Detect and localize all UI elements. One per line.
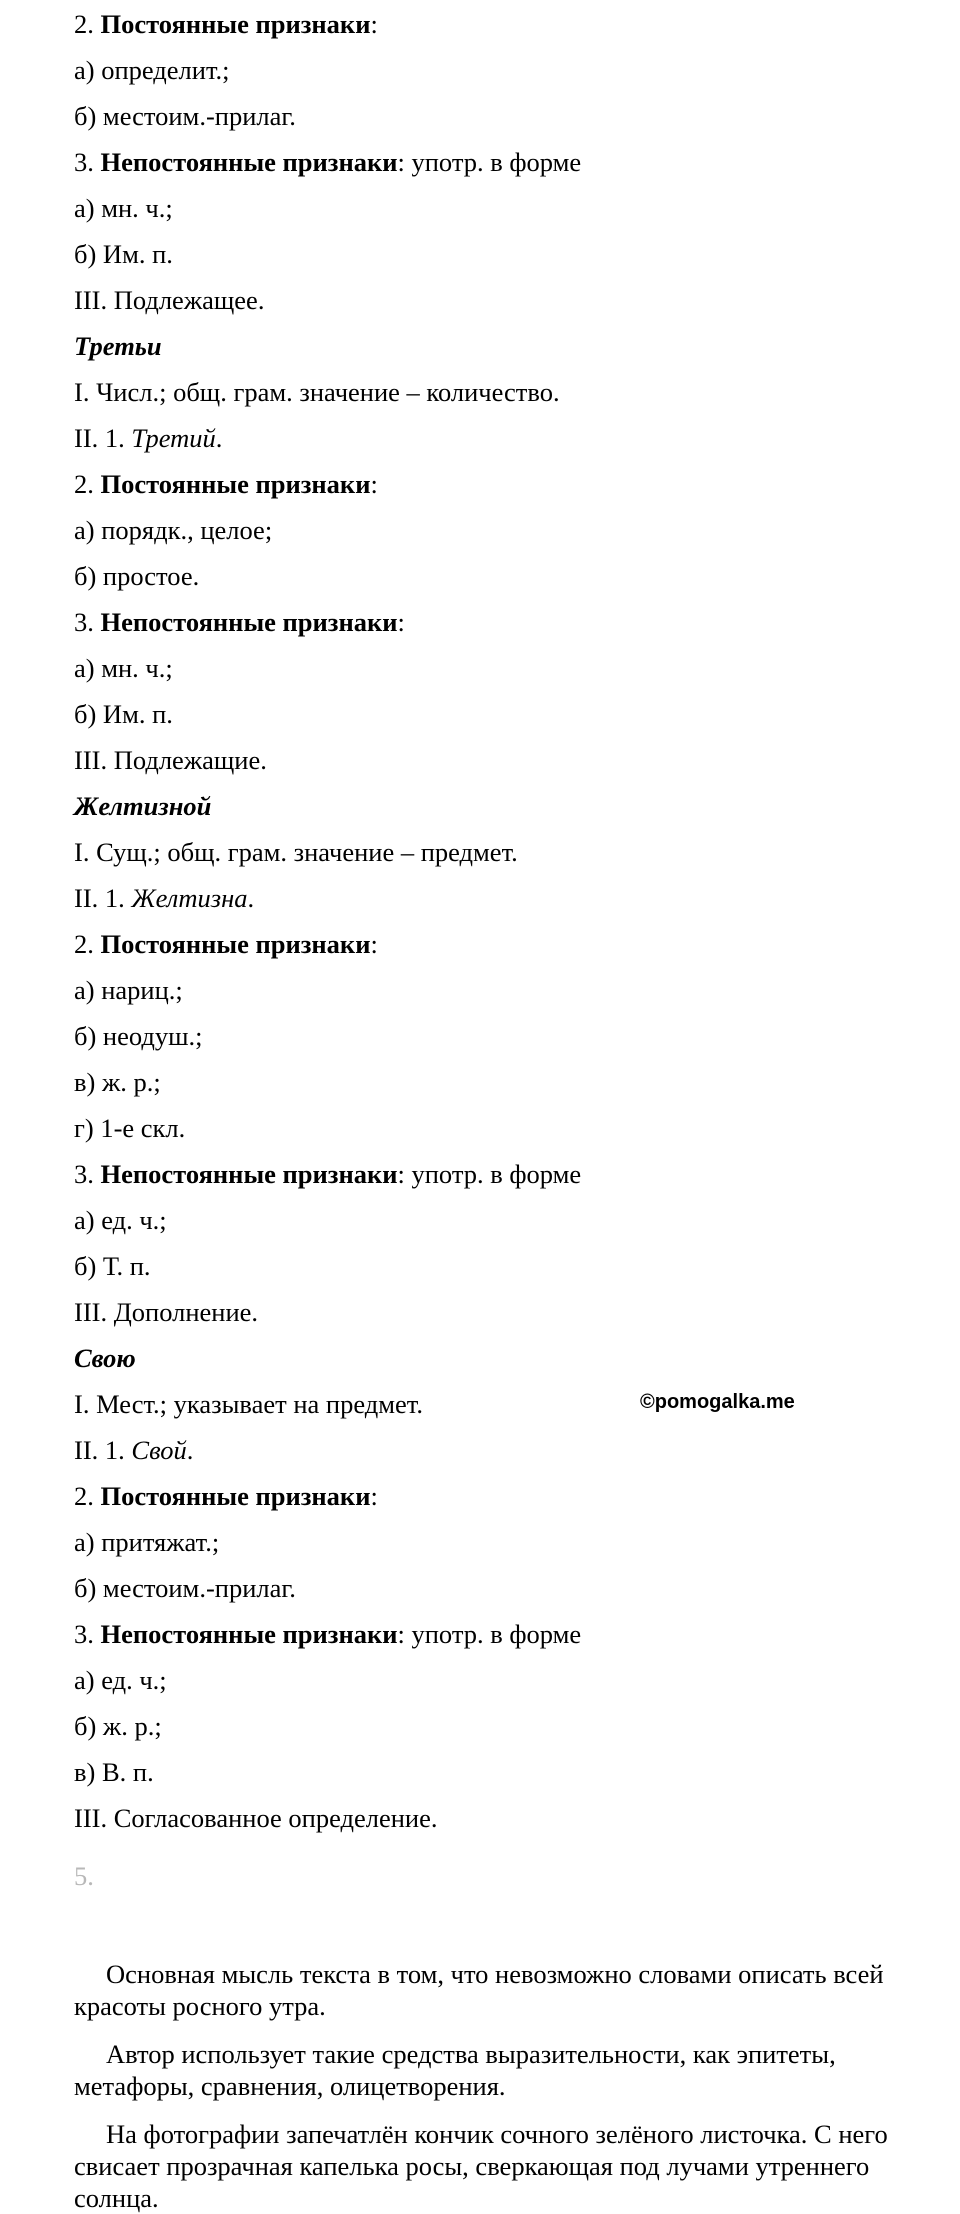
line-suffix: . [186, 1435, 194, 1465]
analysis-line: а) определит.; [74, 55, 230, 85]
line-suffix: : [370, 469, 378, 499]
analysis-line: I. Числ.; общ. грам. значение – количество. [74, 377, 560, 407]
initial-form: Свой [131, 1435, 187, 1465]
line-suffix: : [370, 1481, 378, 1511]
analysis-line: б) Т. п. [74, 1251, 151, 1281]
feature-label: Постоянные признаки [100, 469, 371, 499]
analysis-line: III. Подлежащие. [74, 745, 267, 775]
line-suffix: : употр. в форме [397, 147, 582, 177]
analysis-line [74, 8, 378, 40]
analysis-line: а) ед. ч.; [74, 1205, 167, 1235]
analysis-line: в) В. п. [74, 1757, 154, 1787]
line-suffix: : [397, 607, 405, 637]
analysis-line [74, 1480, 378, 1512]
analysis-line [74, 1618, 581, 1650]
watermark: ©pomogalka.me [640, 1391, 795, 1413]
feature-label: Постоянные признаки [100, 9, 371, 39]
analysis-line [74, 882, 254, 914]
analysis-line: а) ед. ч.; [74, 1665, 167, 1695]
paragraph-photo-description: На фотографии запечатлён кончик сочного зелёного листочка. С него свисает прозрачная капелька росы, сверкающая под лучами утреннего солнца. [74, 2119, 888, 2213]
analysis-line [74, 146, 581, 178]
initial-form: Желтизна [131, 883, 248, 913]
analysis-line: б) ж. р.; [74, 1711, 162, 1741]
analysis-line: а) нариц.; [74, 975, 183, 1005]
analysis-line: I. Мест.; указывает на предмет. [74, 1389, 423, 1419]
feature-label: Постоянные признаки [100, 1481, 371, 1511]
analysis-line [74, 422, 222, 454]
line-suffix: . [215, 423, 223, 453]
line-prefix: 3. [74, 147, 101, 177]
analysis-line: III. Подлежащее. [74, 285, 265, 315]
line-prefix: 3. [74, 607, 101, 637]
analysis-line: III. Дополнение. [74, 1297, 259, 1327]
analysis-line: г) 1-е скл. [74, 1113, 186, 1143]
feature-label: Непостоянные признаки [100, 607, 398, 637]
analysis-line: б) неодуш.; [74, 1021, 203, 1051]
paragraph-main-idea: Основная мысль текста в том, что невозможно словами описать всей красоты росного утра. [74, 1959, 884, 2021]
paragraph-means-of-expression: Автор использует такие средства выразительности, как эпитеты, метафоры, сравнения, олицетворения. [74, 2039, 836, 2101]
word-heading: Желтизной [74, 791, 212, 821]
line-prefix: 2. [74, 9, 101, 39]
line-suffix: . [247, 883, 255, 913]
line-prefix: II. 1. [74, 883, 132, 913]
analysis-line: б) местоим.-прилаг. [74, 101, 296, 131]
line-prefix: II. 1. [74, 1435, 132, 1465]
line-prefix: 3. [74, 1159, 101, 1189]
analysis-line [74, 1434, 193, 1466]
analysis-line [74, 928, 378, 960]
initial-form: Третий [131, 423, 216, 453]
word-heading: Свою [74, 1343, 136, 1373]
analysis-line: б) простое. [74, 561, 200, 591]
analysis-line: б) местоим.-прилаг. [74, 1573, 296, 1603]
analysis-line: б) Им. п. [74, 699, 173, 729]
analysis-line: а) порядк., целое; [74, 515, 273, 545]
feature-label: Непостоянные признаки [100, 1159, 398, 1189]
analysis-line [74, 606, 405, 638]
feature-label: Постоянные признаки [100, 929, 371, 959]
line-prefix: 3. [74, 1619, 101, 1649]
line-suffix: : [370, 9, 378, 39]
feature-label: Непостоянные признаки [100, 1619, 398, 1649]
analysis-line [74, 468, 378, 500]
analysis-line: I. Сущ.; общ. грам. значение – предмет. [74, 837, 518, 867]
section-number: 5. [74, 1861, 94, 1891]
analysis-line: а) притяжат.; [74, 1527, 220, 1557]
line-suffix: : употр. в форме [397, 1619, 582, 1649]
line-prefix: 2. [74, 1481, 101, 1511]
line-prefix: 2. [74, 469, 101, 499]
analysis-line: а) мн. ч.; [74, 653, 173, 683]
word-heading: Третьи [74, 331, 162, 361]
line-suffix: : [370, 929, 378, 959]
analysis-line: б) Им. п. [74, 239, 173, 269]
line-prefix: II. 1. [74, 423, 132, 453]
analysis-line: а) мн. ч.; [74, 193, 173, 223]
analysis-line: III. Согласованное определение. [74, 1803, 438, 1833]
line-suffix: : употр. в форме [397, 1159, 582, 1189]
feature-label: Непостоянные признаки [100, 147, 398, 177]
analysis-line [74, 1158, 581, 1190]
analysis-line: в) ж. р.; [74, 1067, 161, 1097]
line-prefix: 2. [74, 929, 101, 959]
